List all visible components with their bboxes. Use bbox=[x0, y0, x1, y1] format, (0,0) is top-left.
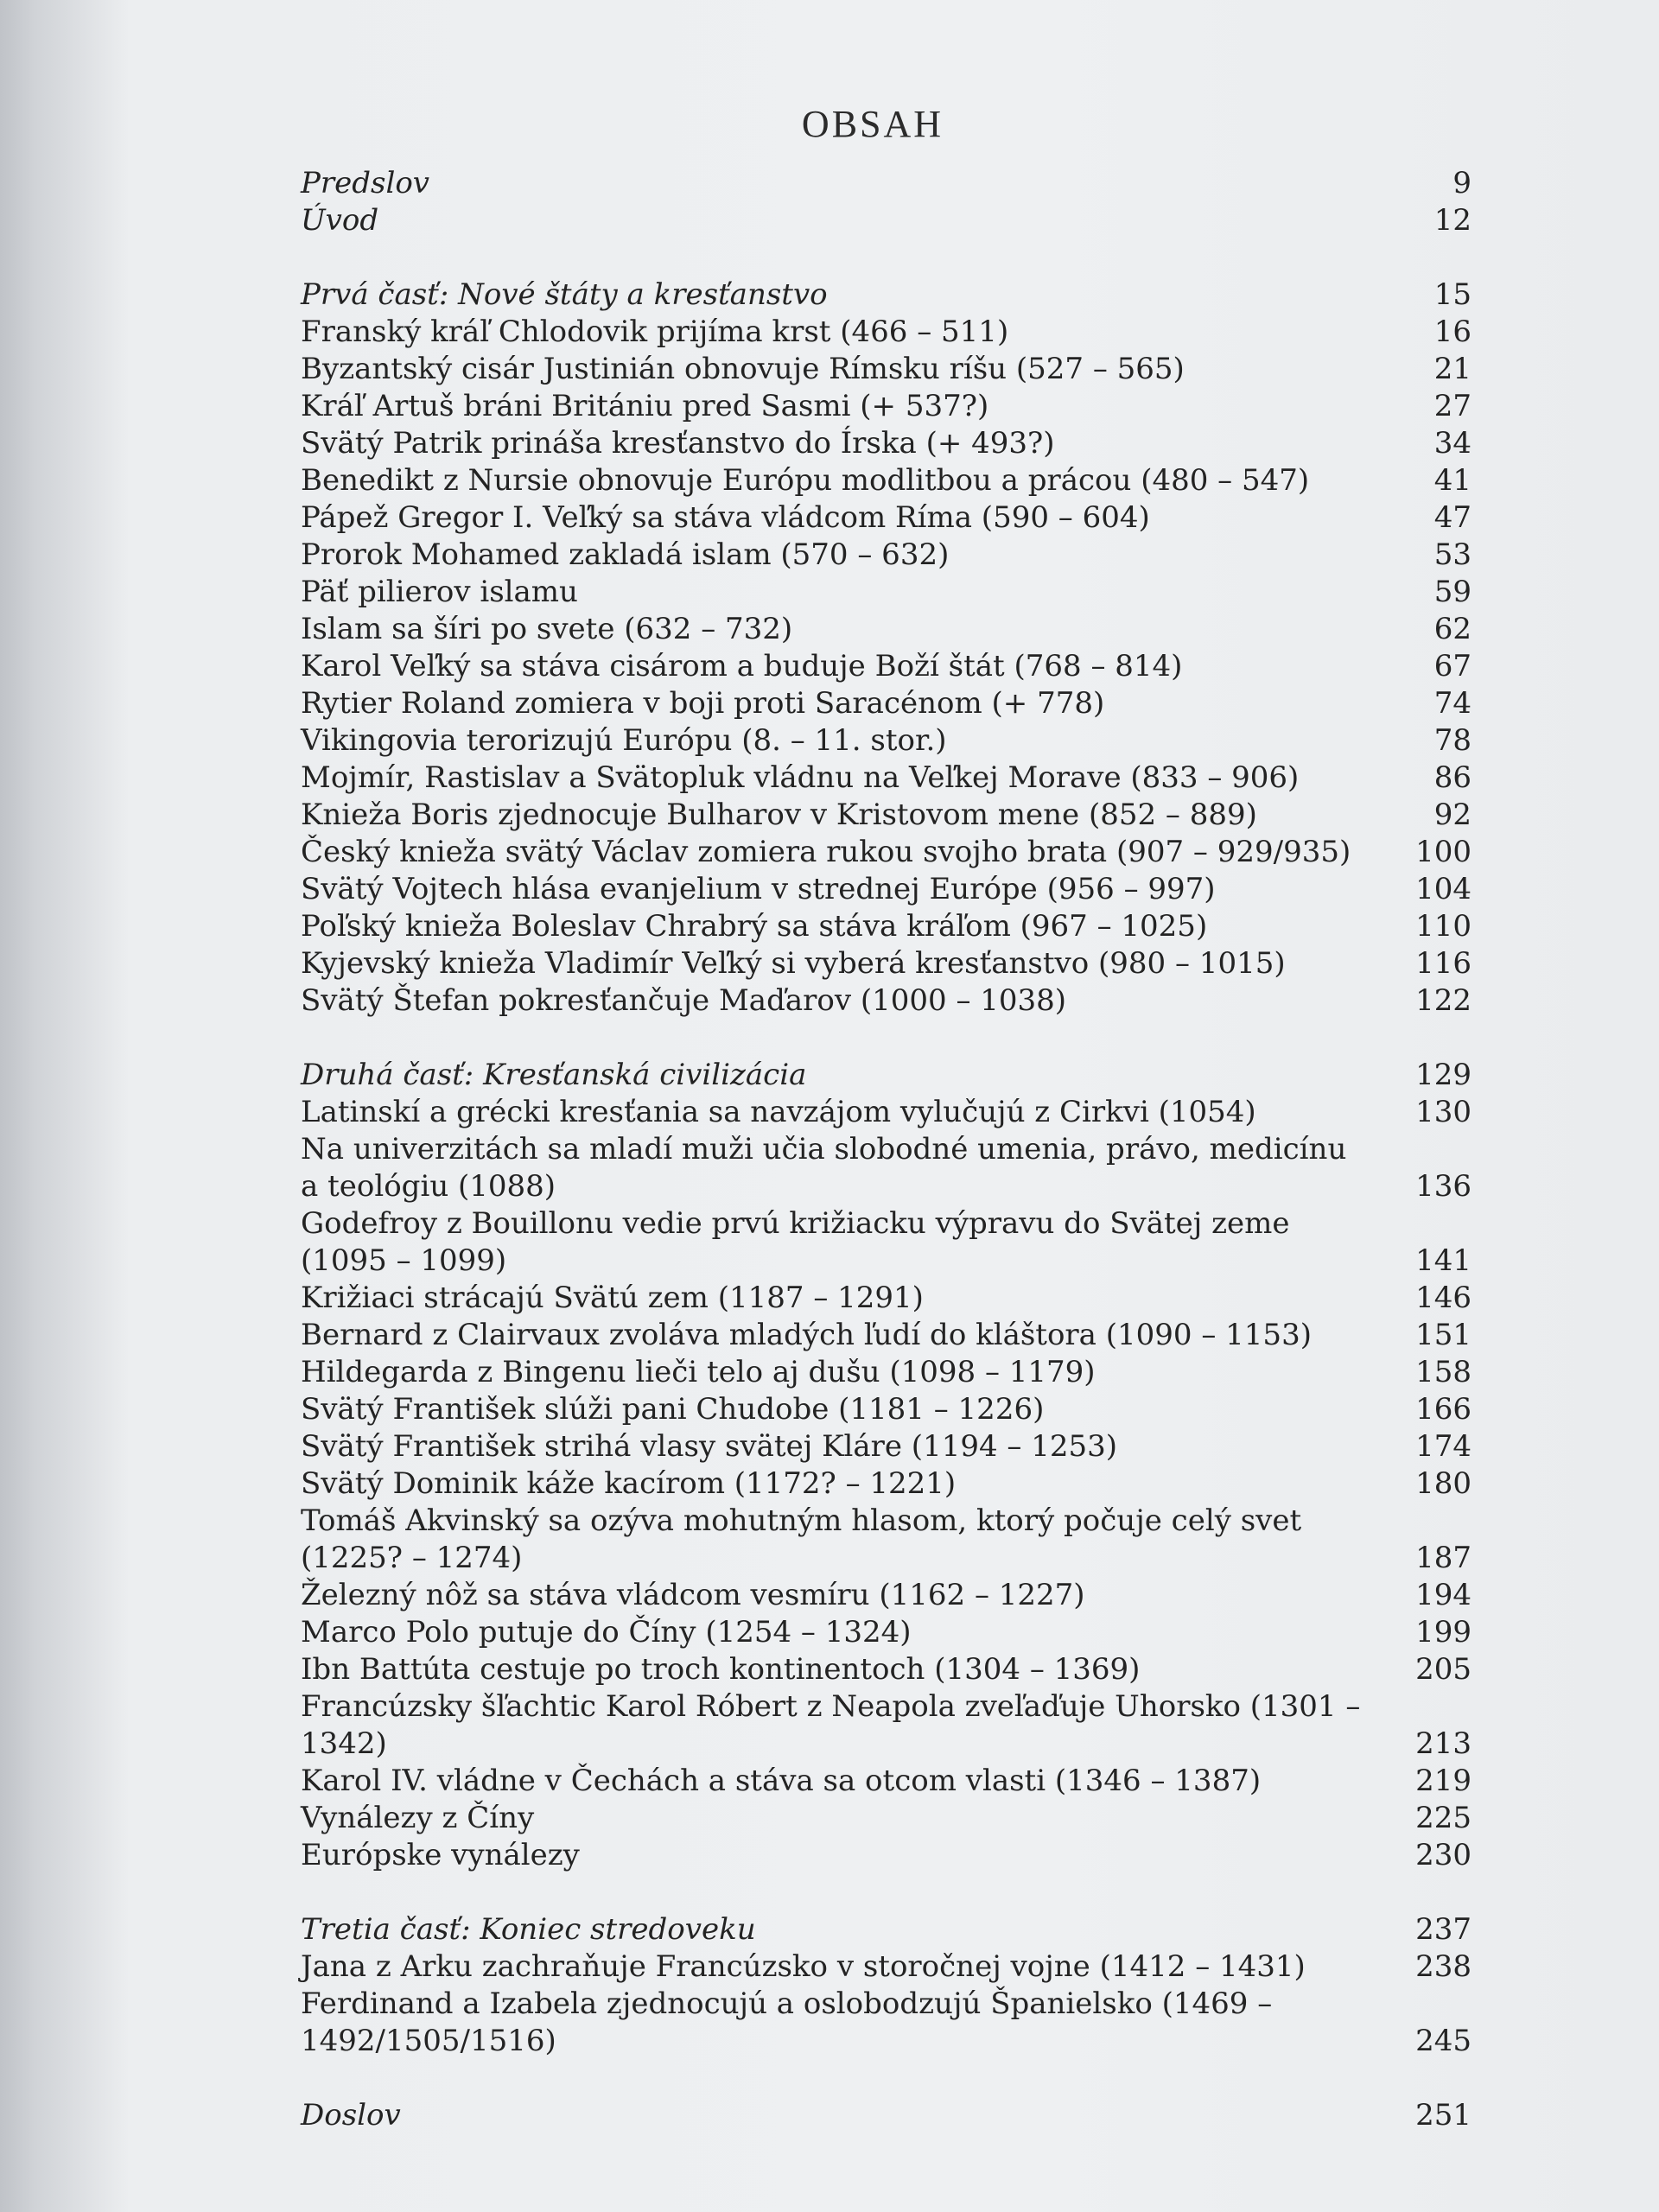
toc-entry bbox=[301, 388, 1471, 425]
toc-entry bbox=[301, 1503, 1471, 1577]
toc-entry-text: Latinskí a grécki kresťania sa navzájom vylučujú z Cirkvi (1054) bbox=[301, 1095, 1256, 1129]
toc-page-number: 174 bbox=[1415, 1429, 1471, 1464]
toc-page-number: 41 bbox=[1433, 463, 1471, 498]
toc-entry-predslov bbox=[301, 165, 1471, 202]
toc-page-number: 129 bbox=[1415, 1058, 1471, 1092]
toc-entry bbox=[301, 1986, 1471, 2060]
toc-page-number: 34 bbox=[1433, 426, 1471, 461]
toc-entry-text: Hildegarda z Bingenu lieči telo aj dušu (1098 – 1179) bbox=[301, 1355, 1096, 1389]
toc-page-number: 110 bbox=[1415, 909, 1471, 944]
toc-entry bbox=[301, 1094, 1471, 1131]
toc-entry-text: Svätý Štefan pokresťančuje Maďarov (1000 – 1038) bbox=[301, 983, 1067, 1018]
toc-entry-text: Tomáš Akvinský sa ozýva mohutným hlasom, ktorý počuje celý svet (1225? – 1274) bbox=[301, 1503, 1302, 1575]
toc-entry-text: Poľský knieža Boleslav Chrabrý sa stáva kráľom (967 – 1025) bbox=[301, 909, 1208, 944]
toc-page-number: 180 bbox=[1415, 1466, 1471, 1501]
toc-entry bbox=[301, 1131, 1471, 1205]
toc-entry bbox=[301, 1391, 1471, 1428]
toc-entry-text: Kráľ Artuš bráni Britániu pred Sasmi (+ 537?) bbox=[301, 389, 989, 423]
toc-page-number: 74 bbox=[1433, 686, 1471, 721]
toc-page-number: 187 bbox=[1415, 1541, 1471, 1575]
toc-entry bbox=[301, 648, 1471, 685]
toc-entry bbox=[301, 722, 1471, 760]
toc-entry-text: Kyjevský knieža Vladimír Veľký si vyberá kresťanstvo (980 – 1015) bbox=[301, 946, 1286, 981]
toc-entry bbox=[301, 351, 1471, 388]
toc-page-number: 251 bbox=[1415, 2098, 1471, 2133]
toc-entry-text: Na univerzitách sa mladí muži učia slobodné umenia, právo, medicínu a teológiu (1088) bbox=[301, 1132, 1347, 1204]
toc-entry bbox=[301, 982, 1471, 1020]
toc-entry-text: Mojmír, Rastislav a Svätopluk vládnu na Veľkej Morave (833 – 906) bbox=[301, 760, 1300, 795]
toc-page-number: 53 bbox=[1433, 537, 1471, 572]
toc-page-number: 12 bbox=[1433, 203, 1471, 238]
toc-entry bbox=[301, 1280, 1471, 1317]
toc-page-number: 104 bbox=[1415, 872, 1471, 906]
toc-page-number: 166 bbox=[1415, 1392, 1471, 1427]
toc-entry-text: Marco Polo putuje do Číny (1254 – 1324) bbox=[301, 1615, 912, 1649]
toc-entry bbox=[301, 1428, 1471, 1465]
toc-page-number: 9 bbox=[1452, 166, 1471, 200]
toc-entry-text: Pápež Gregor I. Veľký sa stáva vládcom Ríma (590 – 604) bbox=[301, 500, 1150, 535]
toc-entry-text: Jana z Arku zachraňuje Francúzsko v storočnej vojne (1412 – 1431) bbox=[301, 1949, 1306, 1984]
toc-entry bbox=[301, 1317, 1471, 1354]
toc-entry bbox=[301, 574, 1471, 611]
toc-page-number: 15 bbox=[1433, 277, 1471, 312]
toc-page-number: 219 bbox=[1415, 1764, 1471, 1798]
toc-entry bbox=[301, 760, 1471, 797]
toc-page-number: 62 bbox=[1433, 612, 1471, 646]
toc-page-number: 100 bbox=[1415, 835, 1471, 869]
toc-page-number: 194 bbox=[1415, 1578, 1471, 1612]
toc-section-heading bbox=[301, 1911, 1471, 1948]
toc-page-number: 21 bbox=[1433, 352, 1471, 386]
toc-entry bbox=[301, 834, 1471, 871]
toc-entry bbox=[301, 1800, 1471, 1837]
toc-entry-text: Ferdinand a Izabela zjednocujú a oslobodzujú Španielsko (1469 – 1492/1505/1516) bbox=[301, 1986, 1273, 2058]
toc-entry-text: Svätý František strihá vlasy svätej Kláre (1194 – 1253) bbox=[301, 1429, 1117, 1464]
toc-entry bbox=[301, 462, 1471, 499]
toc-section-heading bbox=[301, 1057, 1471, 1094]
toc-page-number: 238 bbox=[1415, 1949, 1471, 1984]
table-of-contents bbox=[301, 165, 1471, 2134]
toc-entry-uvod bbox=[301, 202, 1471, 239]
toc-entry-text: Predslov bbox=[301, 166, 430, 200]
toc-entry-text: Svätý Vojtech hlása evanjelium v strednej Európe (956 – 997) bbox=[301, 872, 1216, 906]
toc-entry-text: Francúzsky šľachtic Karol Róbert z Neapola zveľaďuje Uhorsko (1301 – 1342) bbox=[301, 1689, 1361, 1761]
toc-entry bbox=[301, 871, 1471, 908]
toc-page-number: 141 bbox=[1415, 1243, 1471, 1278]
toc-entry-text: Doslov bbox=[301, 2098, 401, 2133]
toc-entry-text: Križiaci strácajú Svätú zem (1187 – 1291) bbox=[301, 1281, 924, 1315]
toc-entry-text: Vynálezy z Číny bbox=[301, 1801, 535, 1835]
toc-title: OBSAH bbox=[801, 103, 944, 145]
toc-page-number: 130 bbox=[1415, 1095, 1471, 1129]
toc-entry-text: Päť pilierov islamu bbox=[301, 575, 578, 609]
toc-page-number: 59 bbox=[1433, 575, 1471, 609]
toc-page-number: 78 bbox=[1433, 723, 1471, 758]
toc-entry-text: Karol Veľký sa stáva cisárom a buduje Boží štát (768 – 814) bbox=[301, 649, 1183, 683]
toc-entry bbox=[301, 1651, 1471, 1688]
toc-entry bbox=[301, 314, 1471, 351]
toc-section-heading bbox=[301, 276, 1471, 314]
toc-page-number: 146 bbox=[1415, 1281, 1471, 1315]
toc-entry bbox=[301, 1837, 1471, 1874]
toc-entry-text: Svätý Dominik káže kacírom (1172? – 1221) bbox=[301, 1466, 957, 1501]
toc-entry-doslov bbox=[301, 2097, 1471, 2134]
toc-page-number: 205 bbox=[1415, 1652, 1471, 1687]
toc-page-number: 230 bbox=[1415, 1838, 1471, 1872]
toc-page-number: 213 bbox=[1415, 1726, 1471, 1761]
toc-entry-text: Tretia časť: Koniec stredoveku bbox=[301, 1912, 756, 1947]
toc-entry-text: Karol IV. vládne v Čechách a stáva sa otcom vlasti (1346 – 1387) bbox=[301, 1764, 1262, 1798]
toc-entry bbox=[301, 537, 1471, 574]
toc-entry bbox=[301, 908, 1471, 945]
toc-entry bbox=[301, 1688, 1471, 1763]
toc-page-number: 67 bbox=[1433, 649, 1471, 683]
toc-entry-text: Prorok Mohamed zakladá islam (570 – 632) bbox=[301, 537, 950, 572]
toc-page-number: 245 bbox=[1415, 2024, 1471, 2058]
toc-entry-text: Európske vynálezy bbox=[301, 1838, 580, 1872]
toc-entry-text: Úvod bbox=[301, 203, 379, 238]
toc-entry bbox=[301, 1577, 1471, 1614]
toc-entry-text: Islam sa šíri po svete (632 – 732) bbox=[301, 612, 793, 646]
toc-entry-text: Prvá časť: Nové štáty a kresťanstvo bbox=[301, 277, 828, 312]
toc-page-number: 225 bbox=[1415, 1801, 1471, 1835]
toc-entry bbox=[301, 685, 1471, 722]
toc-entry-text: Český knieža svätý Václav zomiera rukou svojho brata (907 – 929/935) bbox=[301, 835, 1351, 869]
toc-entry bbox=[301, 611, 1471, 648]
toc-entry-text: Rytier Roland zomiera v boji proti Saracénom (+ 778) bbox=[301, 686, 1105, 721]
toc-entry-text: Svätý František slúži pani Chudobe (1181 – 1226) bbox=[301, 1392, 1045, 1427]
toc-entry-text: Ibn Battúta cestuje po troch kontinentoch (1304 – 1369) bbox=[301, 1652, 1141, 1687]
toc-page-number: 122 bbox=[1415, 983, 1471, 1018]
toc-page-number: 237 bbox=[1415, 1912, 1471, 1947]
toc-entry-text: Knieža Boris zjednocuje Bulharov v Kristovom mene (852 – 889) bbox=[301, 798, 1257, 832]
toc-entry bbox=[301, 425, 1471, 462]
toc-page-number: 92 bbox=[1433, 798, 1471, 832]
toc-entry-text: Franský kráľ Chlodovik prijíma krst (466 – 511) bbox=[301, 315, 1009, 349]
toc-page-number: 136 bbox=[1415, 1169, 1471, 1204]
toc-entry-text: Druhá časť: Kresťanská civilizácia bbox=[301, 1058, 807, 1092]
toc-page-number: 47 bbox=[1433, 500, 1471, 535]
toc-entry-text: Benedikt z Nursie obnovuje Európu modlitbou a prácou (480 – 547) bbox=[301, 463, 1310, 498]
toc-entry bbox=[301, 1763, 1471, 1800]
toc-entry bbox=[301, 499, 1471, 537]
toc-entry bbox=[301, 1354, 1471, 1391]
toc-entry bbox=[301, 1614, 1471, 1651]
toc-page-number: 151 bbox=[1415, 1318, 1471, 1352]
toc-entry-text: Vikingovia terorizujú Európu (8. – 11. stor.) bbox=[301, 723, 947, 758]
toc-entry-text: Godefroy z Bouillonu vedie prvú križiacku výpravu do Svätej zeme (1095 – 1099) bbox=[301, 1206, 1290, 1278]
toc-page-number: 158 bbox=[1415, 1355, 1471, 1389]
toc-entry bbox=[301, 1948, 1471, 1986]
toc-entry-text: Byzantský cisár Justinián obnovuje Rímsku ríšu (527 – 565) bbox=[301, 352, 1185, 386]
toc-entry bbox=[301, 1465, 1471, 1503]
toc-entry-text: Železný nôž sa stáva vládcom vesmíru (1162 – 1227) bbox=[301, 1578, 1085, 1612]
toc-page-number: 27 bbox=[1433, 389, 1471, 423]
toc-page-number: 116 bbox=[1415, 946, 1471, 981]
toc-page-number: 86 bbox=[1433, 760, 1471, 795]
toc-entry bbox=[301, 1205, 1471, 1280]
toc-entry-text: Svätý Patrik prináša kresťanstvo do Írska (+ 493?) bbox=[301, 426, 1055, 461]
toc-page-number: 16 bbox=[1433, 315, 1471, 349]
toc-entry bbox=[301, 797, 1471, 834]
toc-entry-text: Bernard z Clairvaux zvoláva mladých ľudí do kláštora (1090 – 1153) bbox=[301, 1318, 1312, 1352]
toc-page-number: 199 bbox=[1415, 1615, 1471, 1649]
toc-entry bbox=[301, 945, 1471, 982]
